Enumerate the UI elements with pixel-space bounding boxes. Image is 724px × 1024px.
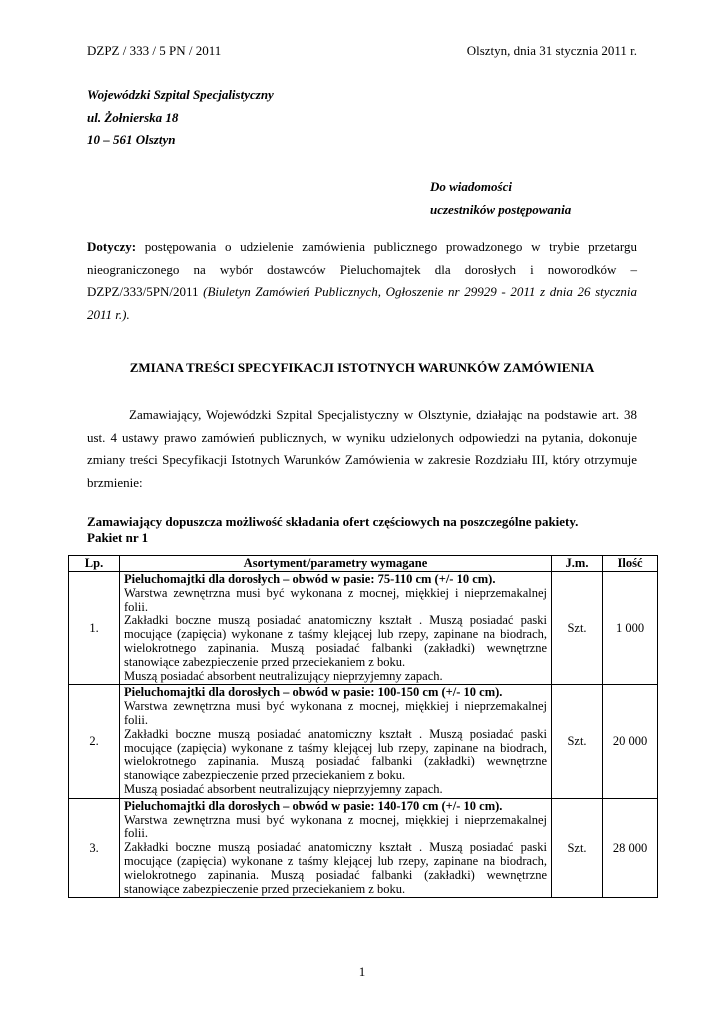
partial-offers-note: Zamawiający dopuszcza możliwość składania ofert częściowych na poszczególne pakiety. [87,514,579,529]
body-paragraph-text: Zamawiający, Wojewódzki Szpital Specjalistyczny w Olsztynie, działając na podstawie art. 38 ust. 4 ustawy prawo zamówień publicznych, w wyniku udzielonych odpowiedzi na pytania, dokonuje zmiany treści Specyfikacji Istotnych Warunków Zamówienia w zakresie Rozdziału III, który otrzymuje brzmienie: [87,407,637,490]
subject-citation: (Biuletyn Zamówień Publicznych, Ogłoszenie nr 29929 - 2011 z dnia 26 stycznia 2011 r.). [87,284,637,322]
cell-assortment [120,798,552,898]
item-spec-1: Warstwa zewnętrzna musi być wykonana z mocnej, miękkiej i nieprzemakalnej folii. [124,699,547,727]
table-header-row [69,556,658,572]
page-number: 1 [358,964,366,979]
cell-assortment [120,685,552,798]
table-row [69,685,658,798]
sender-city: 10 – 561 Olsztyn [87,132,176,147]
body-paragraph [87,404,637,494]
recipient-line-2: uczestników postępowania [430,201,572,217]
recipient-block [430,176,571,221]
cell-qty: 20 000 [603,685,658,798]
item-title: Pieluchomajtki dla dorosłych – obwód w pasie: 140-170 cm (+/- 10 cm). [124,798,503,813]
sender-name: Wojewódzki Szpital Specjalistyczny [87,87,274,102]
item-spec-3: Muszą posiadać absorbent neutralizujący nieprzyjemny zapach. [124,781,443,796]
recipient-line-1: Do wiadomości [430,179,512,194]
item-spec-2: Zakładki boczne muszą posiadać anatomiczny kształt . Muszą posiadać paski mocujące (zapięcia) wykonane z taśmy klejącej lub rzepy, zapinane na biodrach, wielokrotnego zapinania. Muszą posiadać falbanki (zakładki) wewnętrzne stanowiące zabezpieczenie przed przeciekaniem z boku. [124,613,547,669]
cell-qty: 1 000 [603,572,658,685]
document-heading: ZMIANA TREŚCI SPECYFIKACJI ISTOTNYCH WARUNKÓW ZAMÓWIENIA [129,360,595,375]
header-lp: Lp. [69,556,120,572]
item-spec-2: Zakładki boczne muszą posiadać anatomiczny kształt . Muszą posiadać paski mocujące (zapięcia) wykonane z taśmy klejącej lub rzepy, zapinane na biodrach, wielokrotnego zapinania. Muszą posiadać falbanki (zakładki) wewnętrzne stanowiące zabezpieczenie przed przeciekaniem z boku. [124,726,547,783]
header-qty: Ilość [603,556,658,572]
sender-address [87,84,274,152]
cell-lp: 3. [69,798,120,898]
package-label: Pakiet nr 1 [87,530,149,545]
subject-text: postępowania o udzielenie zamówienia publicznego prowadzonego w trybie przetargu nieograniczonego na wybór dostawców Pieluchomajtek dla dorosłych i noworodków – DZPZ/333/5PN/2011 [87,239,638,299]
cell-lp: 2. [69,685,120,798]
item-spec-1: Warstwa zewnętrzna musi być wykonana z mocnej, miękkiej i nieprzemakalnej folii. [124,585,547,614]
header-assortment: Asortyment/parametry wymagane [120,556,552,572]
place-date: Olsztyn, dnia 31 stycznia 2011 r. [466,43,637,58]
cell-unit: Szt. [552,798,603,898]
package-note [87,514,578,546]
item-title: Pieluchomajtki dla dorosłych – obwód w pasie: 75-110 cm (+/- 10 cm). [124,572,496,586]
subject-paragraph [87,236,637,326]
header-unit: J.m. [552,556,603,572]
cell-qty: 28 000 [603,798,658,898]
cell-unit: Szt. [552,685,603,798]
assortment-table [68,555,658,898]
item-title: Pieluchomajtki dla dorosłych – obwód w pasie: 100-150 cm (+/- 10 cm). [124,685,503,700]
item-spec-3: Muszą posiadać absorbent neutralizujący nieprzyjemny zapach. [124,668,443,683]
sender-street: ul. Żołnierska 18 [87,109,179,125]
subject-label: Dotyczy: [87,239,137,254]
table-row [69,572,658,685]
item-spec-2: Zakładki boczne muszą posiadać anatomiczny kształt . Muszą posiadać paski mocujące (zapięcia) wykonane z taśmy klejącej lub rzepy, zapinane na biodrach, wielokrotnego zapinania. Muszą posiadać falbanki (zakładki) wewnętrzne stanowiące zabezpieczenie przed przeciekaniem z boku. [124,840,547,896]
item-spec-1: Warstwa zewnętrzna musi być wykonana z mocnej, miękkiej i nieprzemakalnej folii. [124,812,547,841]
cell-lp: 1. [69,572,120,685]
table-row [69,798,658,898]
document-reference: DZPZ / 333 / 5 PN / 2011 [87,43,222,58]
cell-unit: Szt. [552,572,603,685]
cell-assortment [120,572,552,685]
